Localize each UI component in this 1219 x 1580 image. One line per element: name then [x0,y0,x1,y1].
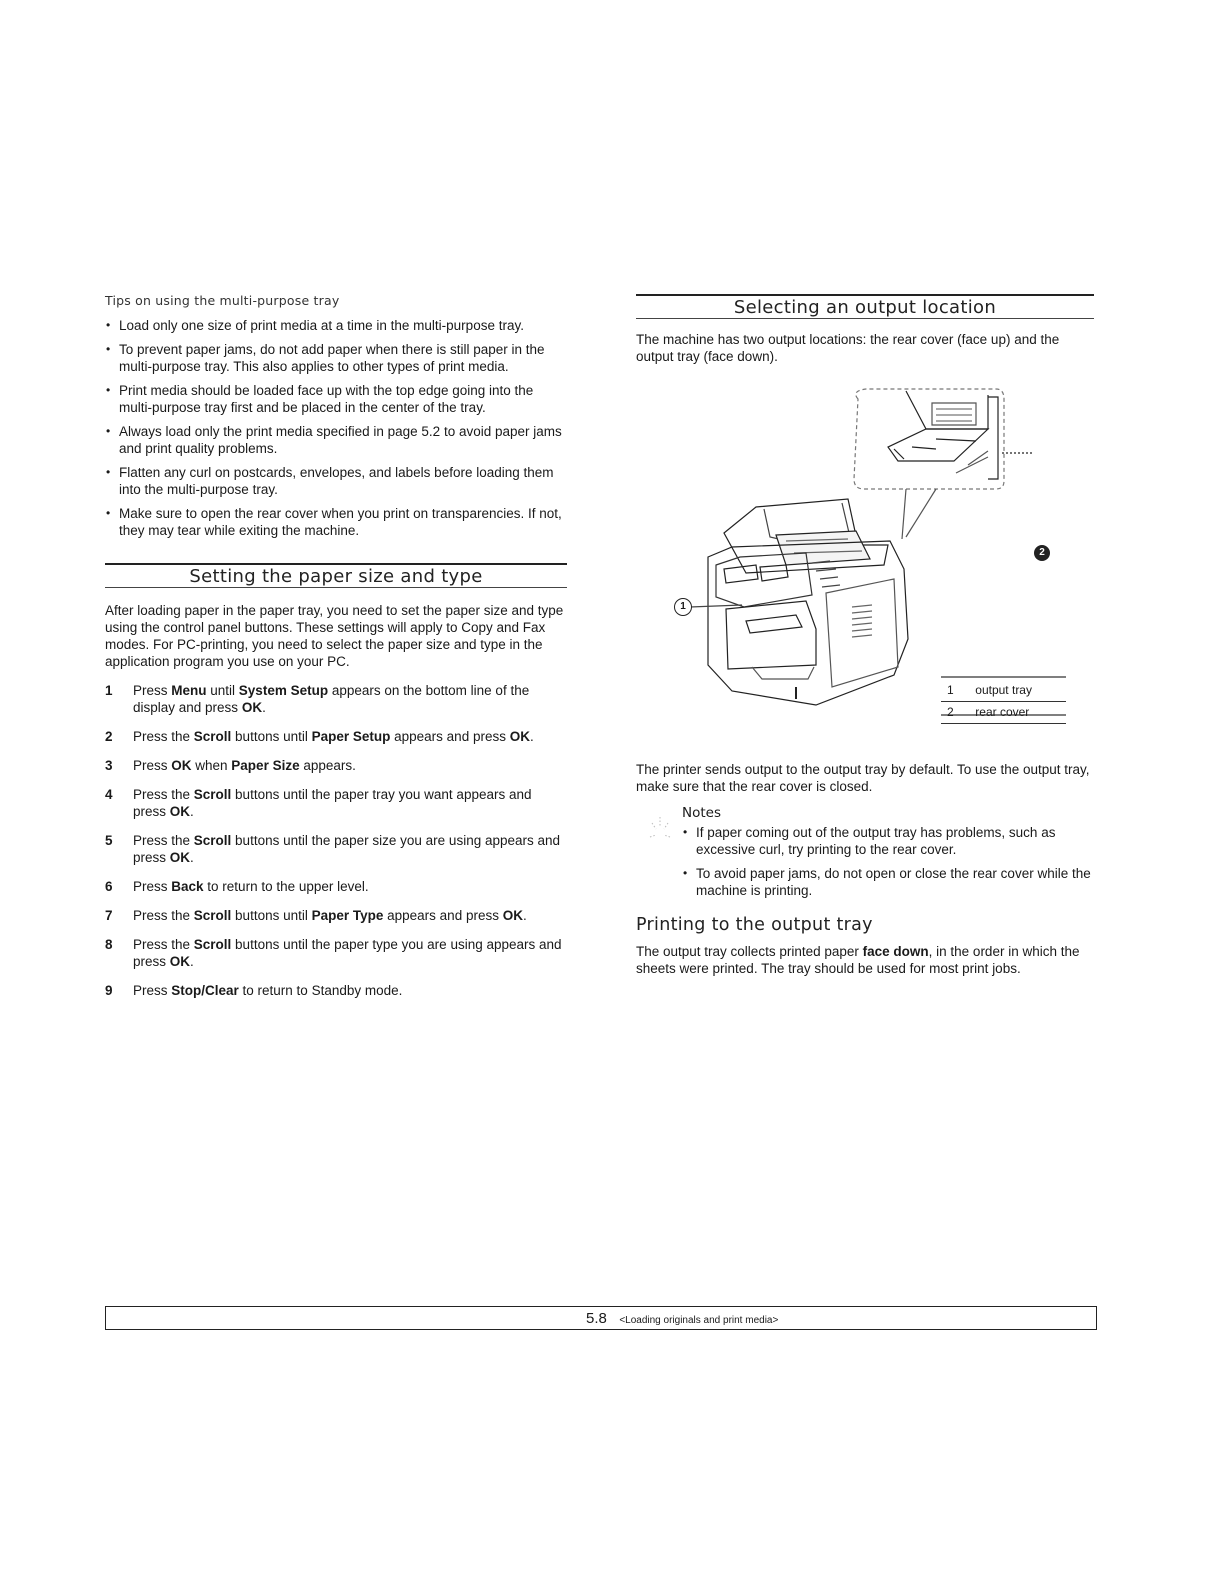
bold-term: Scroll [193,833,232,848]
output-default-text: The printer sends output to the output tray by default. To use the output tray, make sure that the rear cover is closed. [636,762,1090,794]
tips-list [105,317,567,539]
step-number: 7 [105,908,113,923]
bold-term: System Setup [238,683,329,698]
bold-term: Scroll [193,787,232,802]
step-item [105,907,567,924]
bold-term: Paper Type [311,908,384,923]
step-number: 1 [105,683,113,698]
chapter-label: <Loading originals and print media> [619,1315,779,1326]
bold-term: Stop/Clear [171,983,239,998]
output-section-intro: The machine has two output locations: the rear cover (face up) and the output tray (face down). [636,332,1060,364]
tips-heading: Tips on using the multi-purpose tray [105,293,340,308]
step-number: 8 [105,937,113,952]
bold-term: Scroll [193,729,232,744]
bold-term: OK [509,729,530,744]
bold-term: Scroll [193,908,232,923]
right-column [636,294,1094,977]
legend-row [941,680,1066,702]
note-item: • If paper coming out of the output tray has problems, such as excessive curl, try printing to the rear cover. [682,824,1094,858]
left-column [105,292,567,1011]
tip-item: • Always load only the print media specified in page 5.2 to avoid paper jams and print quality problems. [105,423,567,457]
notes-list [682,824,1094,899]
tip-item: • To prevent paper jams, do not add paper when there is still paper in the multi-purpose tray. This also applies to other types of print media. [105,341,567,375]
paper-section-title: Setting the paper size and type [189,566,483,587]
step-item [105,982,567,999]
callout-1-marker: 1 [674,598,692,616]
bold-term: Menu [171,683,207,698]
bold-term: OK [169,850,191,865]
printer-body [708,499,908,705]
legend-number: 1 [947,683,954,697]
notes-heading: Notes [682,805,721,821]
tip-item: • Print media should be loaded face up with the top edge going into the multi-purpose tray first and be placed in the center of the tray. [105,382,567,416]
page-footer [105,1306,1097,1330]
step-text: Press the Scroll buttons until the paper tray you want appears and press OK. [133,787,532,819]
paper-section-header [105,563,567,588]
step-item [105,757,567,774]
legend-label: output tray [975,683,1032,697]
step-item [105,832,567,866]
bold-term: Back [171,879,204,894]
step-item [105,682,567,716]
steps-list [105,682,567,999]
tip-item: • Make sure to open the rear cover when you print on transparencies. If not, they may tear while exiting the machine. [105,505,567,539]
section-rule-bottom [636,318,1094,319]
step-item [105,878,567,895]
rear-cover-inset [854,389,1032,489]
figure-legend [941,680,1066,724]
step-number: 3 [105,758,113,773]
step-item [105,936,567,970]
step-number: 6 [105,879,113,894]
output-section-header [636,294,1094,319]
step-text: Press Back to return to the upper level. [133,879,369,894]
legend-row [941,702,1066,724]
bold-term: OK [169,804,191,819]
footer-content [586,1310,778,1328]
step-text: Press Stop/Clear to return to Standby mode. [133,983,403,998]
tip-item: • Load only one size of print media at a time in the multi-purpose tray. [105,317,567,334]
step-item [105,786,567,820]
bold-term: OK [241,700,263,715]
page-number: 5.8 [586,1310,607,1327]
notes-box [636,805,1094,899]
step-number: 4 [105,787,113,802]
step-text: Press the Scroll buttons until Paper Type appears and press OK. [133,908,527,923]
step-text: Press Menu until System Setup appears on the bottom line of the display and press OK. [133,683,530,715]
step-number: 2 [105,729,113,744]
bold-term: OK [171,758,192,773]
callout-2-marker: 2 [1034,545,1050,561]
legend-number: 2 [947,705,954,719]
step-text: Press OK when Paper Size appears. [133,758,356,773]
step-text: Press the Scroll buttons until the paper type you are using appears and press OK. [133,937,562,969]
bold-term: OK [502,908,523,923]
step-number: 9 [105,983,113,998]
tip-item: • Flatten any curl on postcards, envelopes, and labels before loading them into the multi-purpose tray. [105,464,567,498]
bold-term: OK [169,954,191,969]
step-text: Press the Scroll buttons until Paper Setup appears and press OK. [133,729,534,744]
step-text: Press the Scroll buttons until the paper size you are using appears and press OK. [133,833,561,865]
bold-term: Scroll [193,937,232,952]
legend-label: rear cover [975,705,1030,719]
output-section-title: Selecting an output location [733,297,997,318]
note-icon [646,815,674,847]
section-rule-bottom [105,587,567,588]
printer-figure [636,369,1094,749]
printing-subsection-text: The output tray collects printed paper face down, in the order in which the sheets were printed. The tray should be used for most print jobs. [636,944,1080,976]
paper-section-intro: After loading paper in the paper tray, you need to set the paper size and type using the control panel buttons. These settings will apply to Copy and Fax modes. For PC-printing, you need to select the paper size and type in the application program you use on your PC. [105,603,564,669]
step-number: 5 [105,833,113,848]
note-item: • To avoid paper jams, do not open or close the rear cover while the machine is printing. [682,865,1094,899]
bold-term: face down [862,944,929,959]
step-item [105,728,567,745]
printing-subsection-title: Printing to the output tray [636,915,873,935]
bold-term: Paper Size [231,758,300,773]
bold-term: Paper Setup [311,729,391,744]
